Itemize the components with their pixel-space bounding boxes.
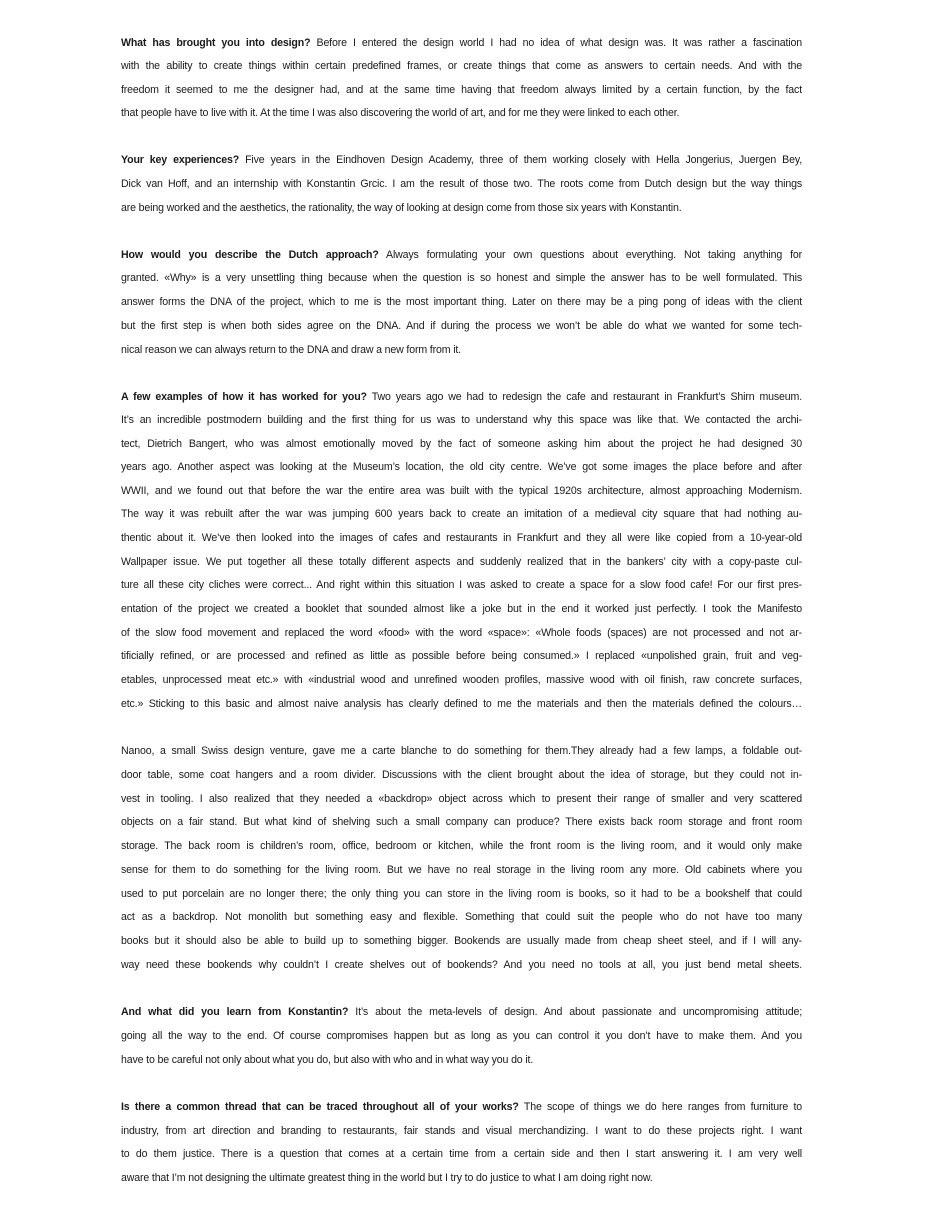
text-line: sense for them to do something for the living room. But we have no real storage in the living room any more. Old cabinets where you bbox=[121, 864, 802, 876]
text-line: with the ability to create things within certain predefined frames, or create things that come as answers to certain needs. And with the bbox=[121, 60, 802, 72]
text-line: tect, Dietrich Bangert, who was almost emotionally moved by the fact of someone asking him about the project he had designed 30 bbox=[121, 438, 802, 450]
text-line: used to put porcelain are no longer there; the only thing you can store in the living room is books, so it had to be a bookshelf that could bbox=[121, 888, 802, 900]
text-line: entation of the project we created a booklet that sounded almost like a joke but in the end it worked just perfectly. I took the Manifesto bbox=[121, 603, 802, 615]
text-line: granted. «Why» is a very unsettling thing because when the question is so honest and simple the answer has to be well formulated. This bbox=[121, 272, 802, 284]
text-line: freedom it seemed to me the designer had, and at the same time having that freedom always limited by a certain function, by the fact bbox=[121, 84, 802, 96]
text-line: to do them justice. There is a question that comes at a certain time from a certain side and then I start answering it. I am very well bbox=[121, 1148, 802, 1160]
text-line: Your key experiences? Five years in the Eindhoven Design Academy, three of them working closely with Hella Jongerius, Juergen Bey, bbox=[121, 154, 802, 166]
text-line: answer forms the DNA of the project, which to me is the most important thing. Later on there may be a ping pong of ideas with the client bbox=[121, 296, 802, 308]
question: How would you describe the Dutch approach? bbox=[121, 249, 379, 261]
text-line: of the slow food movement and replaced the word «food» with the word «space»: «Whole foods (spaces) are not processed and not ar- bbox=[121, 627, 802, 639]
text-line: What has brought you into design? Before I entered the design world I had no idea of what design was. It was rather a fascination bbox=[121, 37, 803, 49]
text-line: nical reason we can always return to the DNA and draw a new form from it. bbox=[121, 344, 461, 356]
text-line: objects on a fair stand. But what kind of shelving such a small company can produce? There exists back room storage and front room bbox=[121, 816, 802, 828]
question: A few examples of how it has worked for you? bbox=[121, 391, 367, 403]
text-line: aware that I’m not designing the ultimate greatest thing in the world but I try to do justice to what I am doing right now. bbox=[121, 1172, 653, 1184]
text-line: etc.» Sticking to this basic and almost naive analysis has clearly defined to me the materials and then the materials defined the colours… bbox=[121, 698, 802, 710]
text-line: way need these bookends why couldn’t I create shelves out of bookends? And you need no tools at all, you just bend metal sheets. bbox=[121, 959, 802, 971]
text-line: act as a backdrop. Not monolith but something easy and flexible. Something that could suit the people who do not have too many bbox=[121, 911, 802, 923]
text-line: storage. The back room is children’s room, office, bedroom or kitchen, while the front room is the living room, and it would only make bbox=[121, 840, 802, 852]
text-line: books but it should also be able to build up to something bigger. Bookends are usually made from cheap sheet steel, and if I will any- bbox=[121, 935, 802, 947]
text-line: years ago. Another aspect was looking at the Museum’s location, the old city centre. We’ve got some images the place before and after bbox=[121, 461, 802, 473]
text-line: Dick van Hoff, and an internship with Konstantin Grcic. I am the result of those two. The roots come from Dutch design but the way things bbox=[121, 178, 802, 190]
text-line: Wallpaper issue. We put together all these totally different aspects and suddenly realized that in the bankers’ city with a copy-paste cul- bbox=[121, 556, 802, 568]
text-line: going all the way to the end. Of course compromises happen but as long as you can control it you don’t have to make them. And you bbox=[121, 1030, 802, 1042]
text-line: thentic about it. We’ve then looked into the images of cafes and restaurants in Frankfurt and they all were like copied from a 10-year-old bbox=[121, 532, 802, 544]
text-line: vest in tooling. I also realized that they needed a «backdrop» object across which to present their range of smaller and very scattered bbox=[121, 793, 802, 805]
text-line: Is there a common thread that can be traced throughout all of your works? The scope of things we do here ranges from furniture to bbox=[121, 1101, 802, 1113]
text-line: tificially refined, or are processed and refined as little as possible before being consumed.» I replaced «unpolished grain, fruit and veg- bbox=[121, 650, 802, 662]
question: What has brought you into design? bbox=[121, 37, 311, 49]
text-line: WWII, and we found out that before the war the entire area was built with the typical 1920s architecture, almost approaching Modernism. bbox=[121, 485, 802, 497]
text-line: How would you describe the Dutch approach? Always formulating your own questions about everything. Not taking anything for bbox=[121, 249, 802, 261]
text-line: And what did you learn from Konstantin? It’s about the meta-levels of design. And about passionate and uncompromising attitude; bbox=[121, 1006, 802, 1018]
text-line: A few examples of how it has worked for you? Two years ago we had to redesign the cafe and restaurant in Frankfurt’s Shirn museum. bbox=[121, 391, 803, 403]
question: And what did you learn from Konstantin? bbox=[121, 1006, 349, 1018]
text-line: but the first step is when both sides agree on the DNA. And if during the process we won’t be able do what we wanted for some tech- bbox=[121, 320, 802, 332]
text-line: industry, from art direction and branding to restaurants, fair stands and visual merchandizing. I want to do these projects right. I want bbox=[121, 1125, 802, 1137]
text-line: It’s an incredible postmodern building and the first thing for us was to understand why this space was like that. We contacted the archi- bbox=[121, 414, 802, 426]
question: Is there a common thread that can be traced throughout all of your works? bbox=[121, 1101, 519, 1113]
text-line: ture all these city cliches were correct... And right within this situation I was asked to create a space for a slow food cafe! For our first pres- bbox=[121, 579, 802, 591]
text-line: door table, some coat hangers and a room divider. Discussions with the client brought about the idea of storage, but they could not in- bbox=[121, 769, 802, 781]
text-line: The way it was rebuilt after the war was jumping 600 years back to create an imitation of a medieval city square that had nothing au- bbox=[121, 508, 802, 520]
text-line: etables, unprocessed meat etc.» with «industrial wood and unrefined wooden profiles, massive wood with oil finish, raw concrete surfaces, bbox=[121, 674, 802, 686]
text-line: have to be careful not only about what you do, but also with who and in what way you do it. bbox=[121, 1054, 534, 1066]
text-line: that people have to live with it. At the time I was also discovering the world of art, and for me they were linked to each other. bbox=[121, 107, 680, 119]
text-line: are being worked and the aesthetics, the rationality, the way of looking at design come from those six years with Konstantin. bbox=[121, 202, 682, 214]
question: Your key experiences? bbox=[121, 154, 240, 166]
text-line: Nanoo, a small Swiss design venture, gave me a carte blanche to do something for them.They already had a few lamps, a foldable out- bbox=[121, 745, 802, 757]
